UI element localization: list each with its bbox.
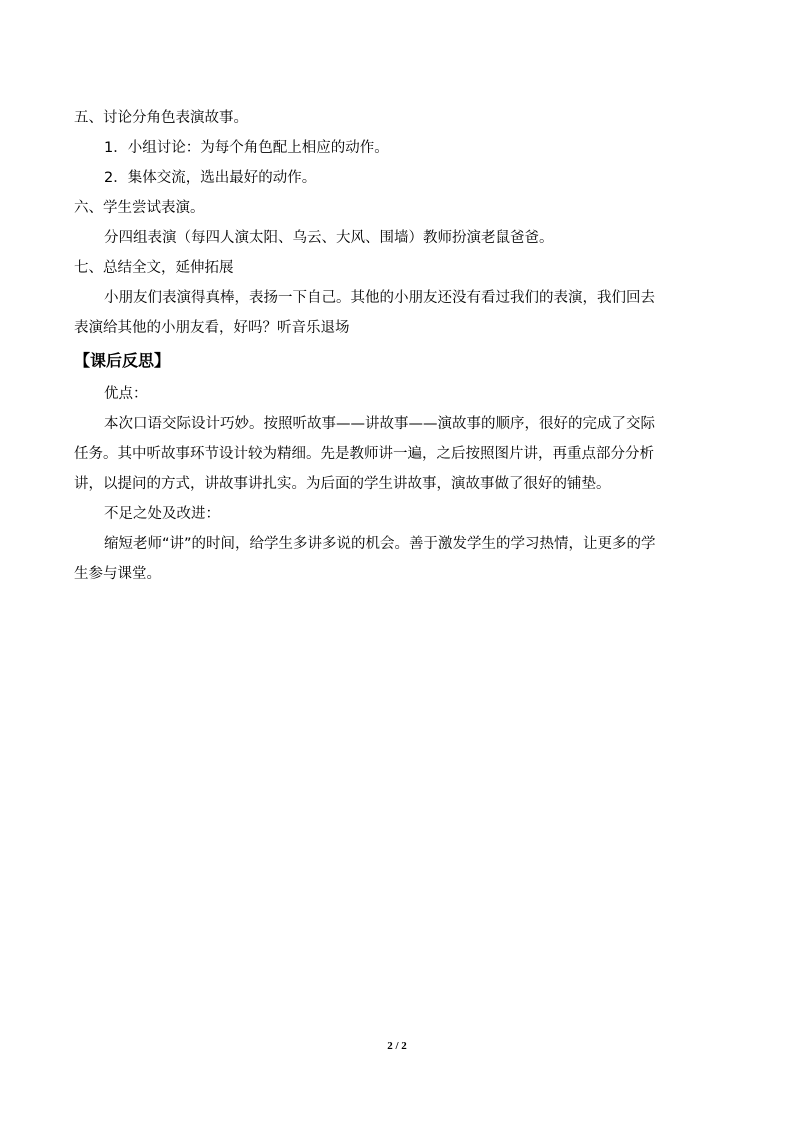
page-number: 2 / 2 xyxy=(387,1040,407,1052)
paragraph: 小朋友们表演得真棒，表扬一下自己。其他的小朋友还没有看过我们的表演，我们回去 xyxy=(104,290,655,306)
paragraph: 缩短老师“讲”的时间，给学生多讲多说的机会。善于激发学生的学习热情，让更多的学 xyxy=(104,536,656,552)
section-heading-7: 七、总结全文，延伸拓展 xyxy=(74,260,234,276)
section-heading-6: 六、学生尝试表演。 xyxy=(74,200,205,216)
paragraph: 本次口语交际设计巧妙。按照听故事——讲故事——演故事的顺序，很好的完成了交际 xyxy=(104,416,655,432)
reflection-heading: 【课后反思】 xyxy=(74,351,171,370)
paragraph: 任务。其中听故事环节设计较为精细。先是教师讲一遍，之后按照图片讲，再重点部分分析 xyxy=(74,446,654,462)
list-item: 1．小组讨论：为每个角色配上相应的动作。 xyxy=(104,140,389,156)
document-body xyxy=(74,103,724,589)
paragraph: 生参与课堂。 xyxy=(74,566,161,582)
list-item: 2．集体交流，选出最好的动作。 xyxy=(104,170,317,186)
paragraph: 讲，以提问的方式，讲故事讲扎实。为后面的学生讲故事，演故事做了很好的铺垫。 xyxy=(74,476,611,492)
paragraph: 表演给其他的小朋友看，好吗？听音乐退场 xyxy=(74,320,350,336)
paragraph: 不足之处及改进： xyxy=(104,506,220,522)
section-heading-5: 五、讨论分角色表演故事。 xyxy=(74,110,248,126)
paragraph: 分四组表演（每四人演太阳、乌云、大风、围墙）教师扮演老鼠爸爸。 xyxy=(104,230,554,246)
paragraph: 优点： xyxy=(104,386,148,402)
